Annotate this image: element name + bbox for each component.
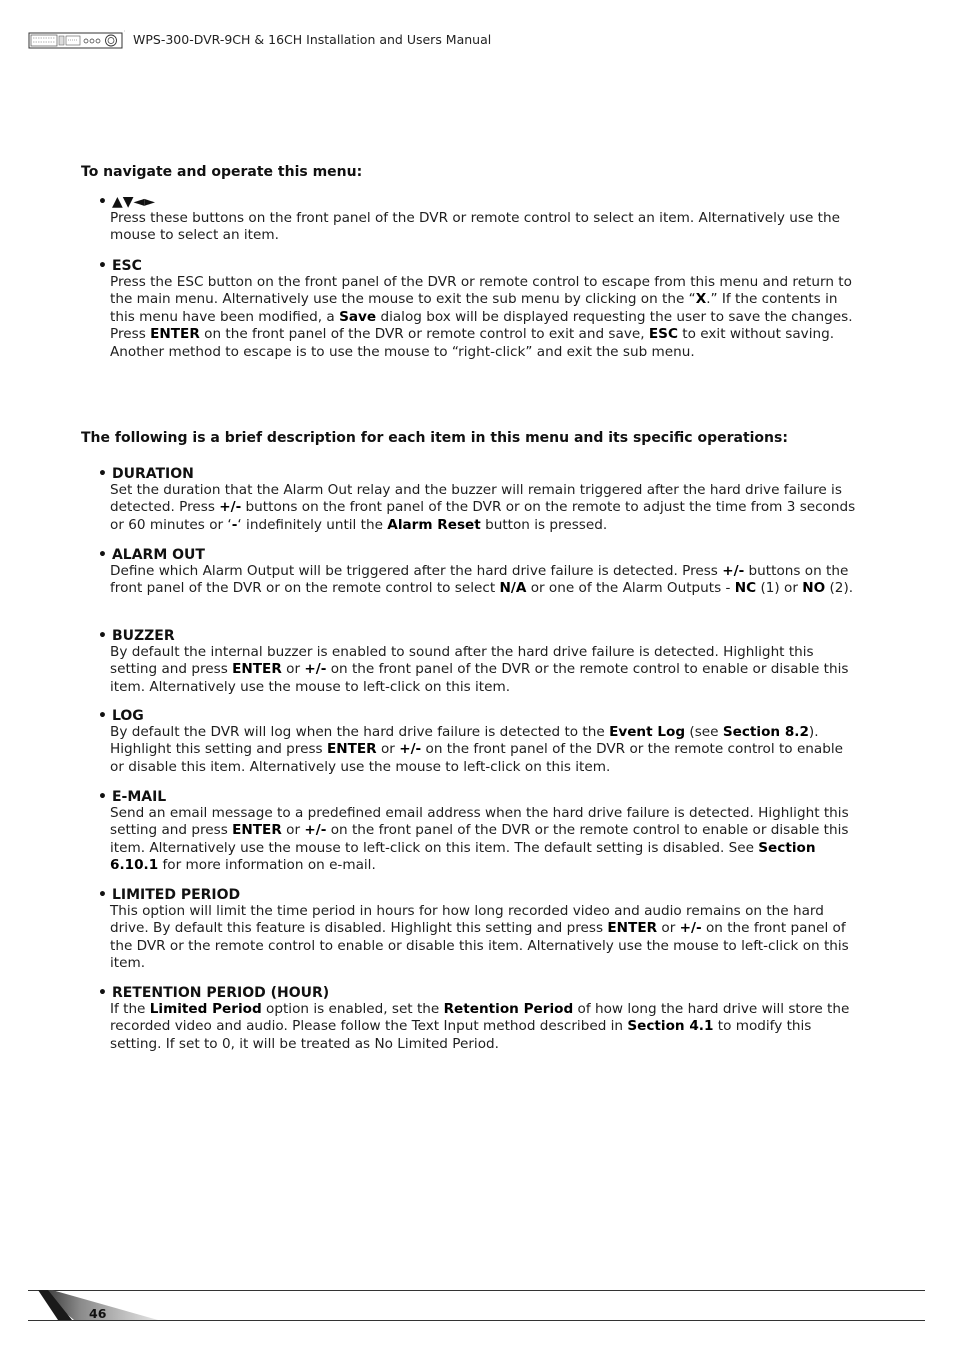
bullet-icon: • bbox=[98, 789, 107, 805]
document-title: WPS-300-DVR-9CH & 16CH Installation and Users Manual bbox=[133, 32, 492, 47]
bullet-icon: • bbox=[98, 887, 107, 903]
item-log bbox=[98, 708, 868, 776]
bullet-icon: • bbox=[98, 547, 107, 563]
description-heading: The following is a brief description for each item in this menu and its specific operations: bbox=[81, 430, 788, 446]
item-description: By default the DVR will log when the hard drive failure is detected to the Event Log (see Section 8.2). Highlight this setting and press ENTER or +/- on the front panel of the DVR or the remote control to enable or disable this item. Alternatively use the mouse to left-click on this item. bbox=[110, 724, 844, 775]
bullet-icon: • bbox=[98, 466, 107, 482]
item-description: By default the internal buzzer is enabled to sound after the hard drive failure is detected. Highlight this setting and press ENTER or +/- on the front panel of the DVR or the remote control to enable or disable this item. Alternatively use the mouse to left-click on this item. bbox=[110, 644, 849, 695]
bullet-icon: • bbox=[98, 985, 107, 1001]
bullet-icon: • bbox=[98, 258, 107, 274]
item-title: E-MAIL bbox=[111, 789, 167, 805]
item-title: ALARM OUT bbox=[111, 547, 205, 563]
item-title: DURATION bbox=[111, 466, 194, 482]
item-description: If the Limited Period option is enabled, set the Retention Period of how long the hard drive will store the recorded video and audio. Please follow the Text Input method described in Section 4.1 to modify this setting. If set to 0, it will be treated as No Limited Period. bbox=[110, 1001, 850, 1052]
item-description: Define which Alarm Output will be triggered after the hard drive failure is detected. Press +/- buttons on the front panel of the DVR or on the remote control to select N/A or one of the Alarm Outputs - NC (1) or NO (2). bbox=[110, 563, 854, 597]
item-title: RETENTION PERIOD (HOUR) bbox=[111, 985, 330, 1001]
item-title: LIMITED PERIOD bbox=[111, 887, 241, 903]
navigate-heading: To navigate and operate this menu: bbox=[81, 164, 363, 180]
item-limited-period bbox=[98, 887, 868, 973]
page-header bbox=[28, 28, 928, 52]
bullet-icon: • bbox=[98, 708, 107, 724]
arrow-keys-icon: ▲▼◄► bbox=[111, 194, 156, 210]
bullet-icon: • bbox=[98, 628, 107, 644]
item-retention-period bbox=[98, 985, 868, 1053]
page-number: 46 bbox=[89, 1306, 107, 1321]
footer-divider-top bbox=[28, 1290, 925, 1291]
item-description: Send an email message to a predefined email address when the hard drive failure is detected. Highlight this setting and press ENTER or +/- on the front panel of the DVR or the remote control to enable or disable this item. Alternatively use the mouse to left-click on this item. The default setting is disabled. See Section 6.10.1 for more information on e-mail. bbox=[110, 805, 849, 874]
dvr-device-icon bbox=[28, 30, 126, 50]
footer-divider-bottom bbox=[28, 1320, 925, 1321]
nav-item-arrows bbox=[98, 194, 868, 245]
item-title: BUZZER bbox=[111, 628, 175, 644]
item-description: This option will limit the time period in hours for how long recorded video and audio remains on the hard drive. By default this feature is disabled. Highlight this setting and press ENTER or +/- on the front panel of the DVR or the remote control to enable or disable this item. Alternatively use the mouse to left-click on this item. bbox=[110, 903, 849, 972]
item-buzzer bbox=[98, 628, 868, 696]
item-description: Press these buttons on the front panel of the DVR or remote control to select an item. Alternatively use the mouse to select an item. bbox=[110, 210, 840, 244]
item-title: ESC bbox=[111, 258, 142, 274]
nav-item-esc bbox=[98, 258, 868, 361]
item-description: Set the duration that the Alarm Out relay and the buzzer will remain triggered after the hard drive failure is detected. Press +/- buttons on the front panel of the DVR or on the remote to adjust the time from 3 seconds or 60 minutes or ‘-‘ indefinitely until the Alarm Reset button is pressed. bbox=[110, 482, 856, 533]
item-email bbox=[98, 789, 868, 875]
item-description: Press the ESC button on the front panel of the DVR or remote control to escape from this menu and return to the main menu. Alternatively use the mouse to exit the sub menu by clicking on the “X.” If the contents in this menu have been modified, a Save dialog box will be displayed requesting the user to save the changes. Press ENTER on the front panel of the DVR or remote control to exit and save, ESC to exit without saving. Another method to escape is to use the mouse to “right-click” and exit the sub menu. bbox=[110, 274, 853, 360]
item-duration bbox=[98, 466, 868, 534]
item-title: LOG bbox=[111, 708, 144, 724]
bullet-icon: • bbox=[98, 194, 107, 210]
item-alarm-out bbox=[98, 547, 868, 598]
